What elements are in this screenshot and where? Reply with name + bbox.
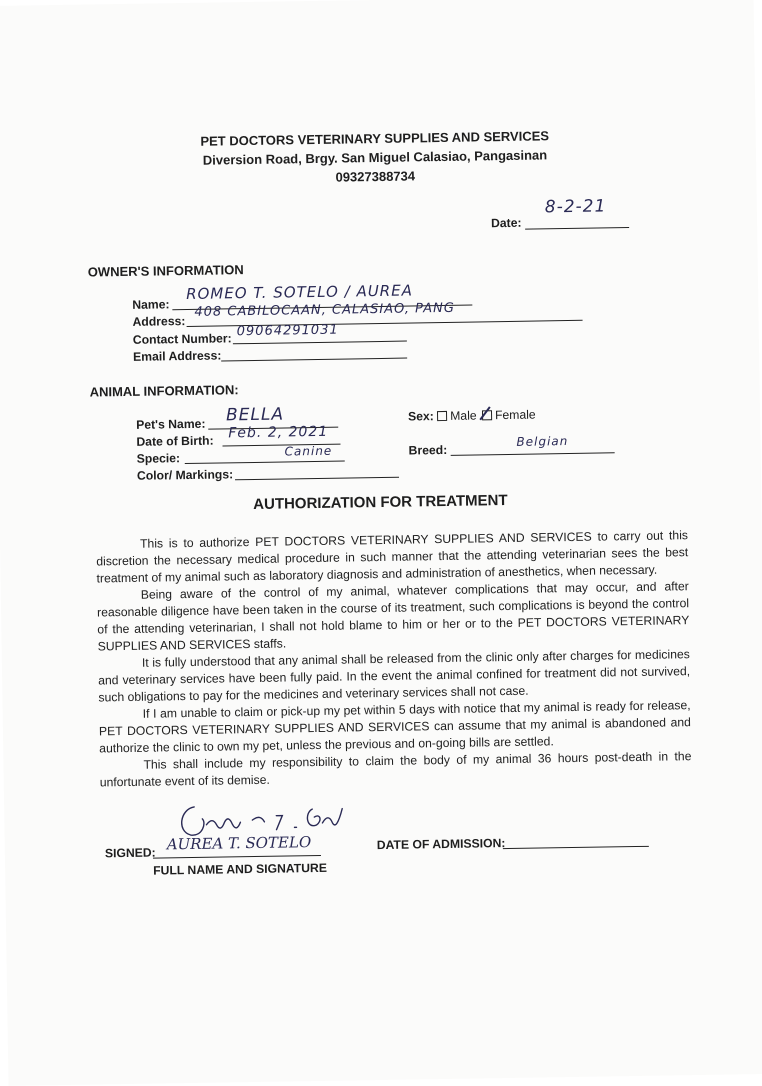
business-address: Diversion Road, Brgy. San Miguel Calasiao, Pangasinan	[202, 147, 548, 168]
sex-male-checkbox[interactable]	[437, 411, 447, 421]
contact-number-line	[233, 341, 407, 345]
owner-address-label: Address:	[132, 314, 186, 329]
signed-label: SIGNED:	[104, 845, 156, 861]
breed-line	[451, 452, 615, 456]
date-value[interactable]: 8-2-21	[544, 196, 607, 218]
color-markings-label: Color/ Markings:	[136, 467, 234, 483]
business-phone: 09327388734	[335, 168, 416, 185]
date-label: Date:	[490, 215, 522, 231]
sex-male-label: Male	[450, 408, 477, 423]
breed-label: Breed:	[408, 442, 448, 458]
sex-label: Sex:	[407, 409, 434, 424]
sex-female-checkbox[interactable]	[482, 410, 492, 420]
dob-label: Date of Birth:	[136, 433, 214, 449]
owner-name-label: Name:	[132, 297, 170, 312]
authorization-title: AUTHORIZATION FOR TREATMENT	[253, 491, 508, 513]
breed-value[interactable]: Belgian	[516, 434, 569, 449]
email-address-line	[221, 358, 407, 362]
sex-female-label: Female	[494, 407, 536, 423]
authorization-body	[96, 527, 692, 791]
signature-line	[153, 855, 321, 859]
sex-field	[408, 408, 536, 424]
email-address-label: Email Address:	[132, 348, 222, 364]
specie-label: Specie:	[136, 451, 181, 466]
pet-name-value[interactable]: BELLA	[225, 404, 285, 426]
signature-caption: FULL NAME AND SIGNATURE	[153, 860, 328, 878]
date-of-admission-label: DATE OF ADMISSION:	[376, 836, 506, 853]
owner-section-title: OWNER'S INFORMATION	[87, 262, 244, 280]
owner-name-value[interactable]: ROMEO T. SOTELO / AUREA	[185, 281, 414, 304]
date-of-admission-line	[503, 846, 649, 849]
specie-value[interactable]: Canine	[284, 443, 333, 459]
dob-value[interactable]: Feb. 2, 2021	[228, 423, 329, 442]
business-name: PET DOCTORS VETERINARY SUPPLIES AND SERVICES	[200, 128, 550, 149]
signed-name[interactable]: AUREA T. SOTELO	[166, 833, 312, 854]
contact-number-label: Contact Number:	[132, 331, 232, 347]
animal-section-title: ANIMAL INFORMATION:	[89, 382, 239, 400]
authorization-paragraph: This shall include my responsibility to claim the body of my animal 36 hours post-death in the unfortunate event of its demise.	[99, 749, 692, 790]
contact-number-value[interactable]: 09064291031	[236, 322, 339, 340]
owner-address-value[interactable]: 408 CABILOCAAN, CALASIAO, PANG	[194, 300, 456, 320]
color-markings-line	[235, 477, 399, 481]
date-line	[525, 227, 629, 230]
pet-name-label: Pet's Name:	[136, 416, 206, 432]
authorization-paragraph: If I am unable to claim or pick-up my pet within 5 days with notice that my animal is ready for release, PET DOCTORS VETERINARY SUPPLIES AND SERVICES can assume that my animal is abandoned and authorize the clinic to own my pet, unless the previous and on-going bills are settled.	[98, 698, 692, 756]
authorization-paragraph: Being aware of the control of my animal, whatever complications that may occur, and after reasonable diligence have been taken in the course of its treatment, such complications is beyond the control of the attending veterinarian, I shall not hold blame to him or her or to the PET DOCTORS VETERINARY SUPPLIES AND SERVICES staffs.	[96, 579, 690, 654]
authorization-paragraph: It is fully understood that any animal shall be released from the clinic only after charges for medicines and veterinary services have been fully paid. In the event the animal confined for treatment did not survived, such obligations to pay for the medicines and veterinary services shall not case.	[98, 647, 691, 705]
authorization-paragraph: This is to authorize PET DOCTORS VETERINARY SUPPLIES AND SERVICES to carry out this discretion the necessary medical procedure in such manner that the attending veterinarian sees the best treatment of my animal such as laboratory diagnosis and administration of anesthetics, when necessary.	[96, 528, 689, 586]
specie-line	[185, 461, 345, 465]
